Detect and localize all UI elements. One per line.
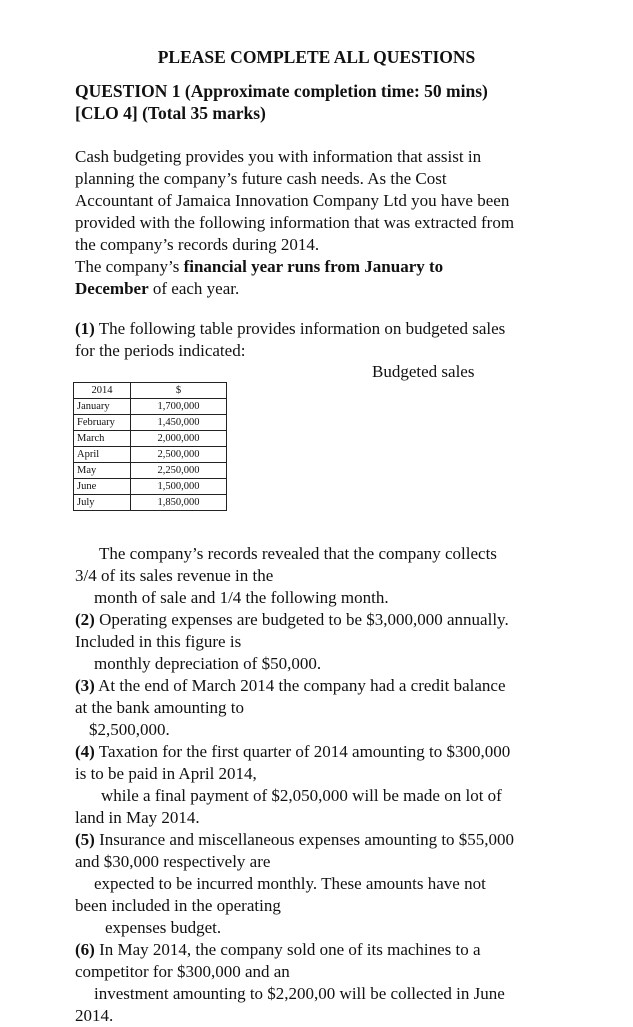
body-line: while a final payment of $2,050,000 will be made on lot of [101, 786, 502, 805]
month-cell: February [74, 415, 131, 431]
item-text: At the end of March 2014 the company had a credit balance [94, 676, 506, 695]
body-line: monthly depreciation of $50,000. [94, 654, 322, 673]
item-number: (3) [75, 676, 95, 695]
intro-line: provided with the following information that was extracted from [75, 213, 515, 232]
header-year: 2014 [74, 383, 131, 399]
conditions-body [75, 543, 575, 1027]
intro-line: Accountant of Jamaica Innovation Company Ltd you have been [75, 191, 510, 210]
item-1-line: for the periods indicated: [75, 341, 246, 360]
body-line: $2,500,000. [89, 720, 170, 739]
item-number: (1) [75, 319, 95, 338]
intro-paragraph [75, 146, 565, 300]
table-row [74, 415, 227, 431]
body-line: The company’s records revealed that the company collects [99, 544, 497, 563]
body-line: 2014. [75, 1006, 114, 1025]
item-1 [75, 318, 565, 362]
month-cell: April [74, 447, 131, 463]
item-1-line [75, 318, 565, 340]
item-number: (4) [75, 742, 95, 761]
value-cell: 2,250,000 [131, 463, 227, 479]
body-line [75, 741, 575, 763]
value-cell: 1,700,000 [131, 399, 227, 415]
body-line: is to be paid in April 2014, [75, 764, 257, 783]
value-cell: 1,450,000 [131, 415, 227, 431]
item-text: In May 2014, the company sold one of its machines to a [94, 940, 481, 959]
intro-line [75, 256, 565, 278]
intro-line [75, 278, 565, 300]
value-cell: 2,000,000 [131, 431, 227, 447]
value-cell: 2,500,000 [131, 447, 227, 463]
body-line: at the bank amounting to [75, 698, 245, 717]
body-line: competitor for $300,000 and an [75, 962, 290, 981]
month-cell: March [74, 431, 131, 447]
item-number: (2) [75, 610, 95, 629]
table-row [74, 495, 227, 511]
body-line [75, 829, 575, 851]
intro-bold-text: December [75, 279, 149, 298]
item-number: (5) [75, 830, 95, 849]
body-line: 3/4 of its sales revenue in the [75, 566, 274, 585]
month-cell: January [74, 399, 131, 415]
item-number: (6) [75, 940, 95, 959]
body-line: expected to be incurred monthly. These amounts have not [94, 874, 486, 893]
item-text: Insurance and miscellaneous expenses amounting to $55,000 [94, 830, 515, 849]
budgeted-sales-table [73, 382, 227, 511]
body-line: Included in this figure is [75, 632, 242, 651]
intro-text: The company’s [75, 257, 184, 276]
body-line: month of sale and 1/4 the following month. [94, 588, 389, 607]
body-line: been included in the operating [75, 896, 281, 915]
item-text: The following table provides information on budgeted sales [94, 319, 506, 338]
question-title-line1: QUESTION 1 (Approximate completion time: 50 mins) [75, 81, 488, 101]
month-cell: July [74, 495, 131, 511]
table-row [74, 463, 227, 479]
intro-bold-text: financial year runs from January to [183, 257, 444, 276]
page-heading: PLEASE COMPLETE ALL QUESTIONS [157, 47, 476, 67]
question-title [75, 80, 488, 124]
body-line [75, 675, 575, 697]
value-cell: 1,850,000 [131, 495, 227, 511]
table-caption: Budgeted sales [372, 362, 475, 381]
table-row [74, 399, 227, 415]
table-row [74, 479, 227, 495]
month-cell: June [74, 479, 131, 495]
header-currency: $ [131, 383, 227, 399]
body-line: and $30,000 respectively are [75, 852, 271, 871]
table-row [74, 447, 227, 463]
table-header-row [74, 383, 227, 399]
table-row [74, 431, 227, 447]
intro-line: the company’s records during 2014. [75, 235, 320, 254]
body-line [75, 939, 575, 961]
body-line: investment amounting to $2,200,00 will be collected in June [94, 984, 505, 1003]
body-line: expenses budget. [105, 918, 222, 937]
item-text: Operating expenses are budgeted to be $3,000,000 annually. [94, 610, 509, 629]
intro-line: Cash budgeting provides you with information that assist in [75, 147, 482, 166]
item-text: Taxation for the first quarter of 2014 amounting to $300,000 [94, 742, 511, 761]
question-title-line2: [CLO 4] (Total 35 marks) [75, 103, 266, 123]
intro-line: planning the company’s future cash needs. As the Cost [75, 169, 447, 188]
value-cell: 1,500,000 [131, 479, 227, 495]
body-line: land in May 2014. [75, 808, 200, 827]
intro-text: of each year. [148, 279, 240, 298]
month-cell: May [74, 463, 131, 479]
body-line [75, 609, 575, 631]
